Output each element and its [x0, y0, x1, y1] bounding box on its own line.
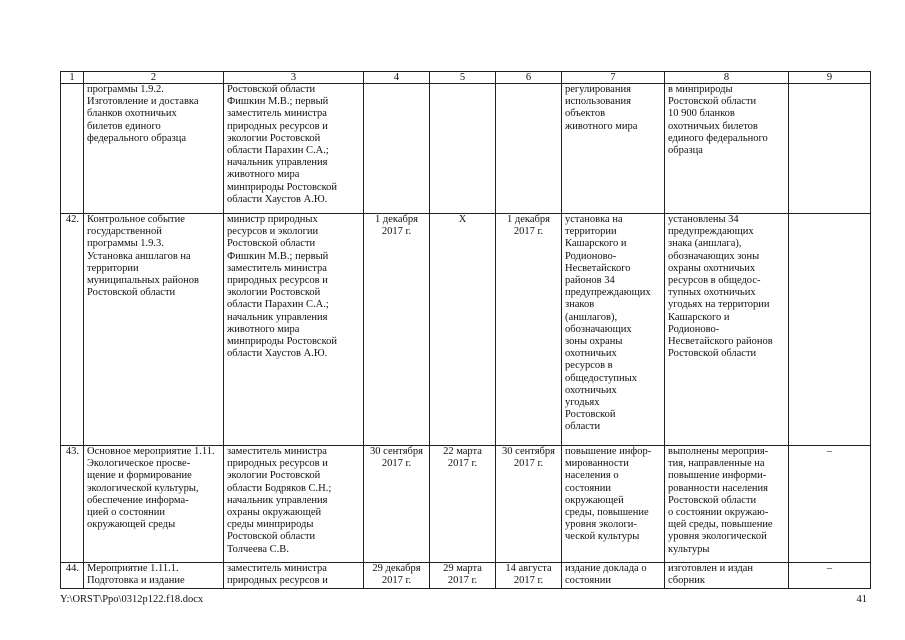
responsible: заместитель министра природных ресурсов и: [224, 563, 364, 589]
note: –: [789, 563, 871, 589]
col-num-2: 2: [84, 72, 224, 84]
note: [789, 214, 871, 446]
end-date: 14 августа 2017 г.: [496, 563, 562, 589]
actual-result: установлены 34 предупреждающих знака (аншлага), обозначающих зоны охраны охотничьих ресурсов в общедос- тупных охотничьих угодьях на территории Кашарского и Родионово- Несветайского районов Ростовской области: [665, 214, 789, 446]
col-num-6: 6: [496, 72, 562, 84]
end-date: [496, 84, 562, 214]
event-name: Основное мероприятие 1.11. Экологическое просве- щение и формирование экологической культуры, обеспечение информа- цией о состоянии окружающей среды: [84, 446, 224, 563]
file-path: Y:\ORST\Ppo\0312p122.f18.docx: [60, 594, 204, 605]
expected-result: повышение инфор- мированности населения о состоянии окружающей среды, повышение уровня экологи- ческой культуры: [562, 446, 665, 563]
responsible: Ростовской области Фишкин М.В.; первый заместитель министра природных ресурсов и экологии Ростовской области Парахин С.А.; начальник управления животного мира минприроды Ростовской области Хаустов А.Ю.: [224, 84, 364, 214]
col-num-8: 8: [665, 72, 789, 84]
end-date: 1 декабря 2017 г.: [496, 214, 562, 446]
table-row: [61, 563, 871, 589]
col-num-7: 7: [562, 72, 665, 84]
end-date: 30 сентября 2017 г.: [496, 446, 562, 563]
col-num-4: 4: [364, 72, 430, 84]
report-table: [60, 71, 871, 589]
column-number-row: [61, 72, 871, 84]
note: [789, 84, 871, 214]
plan-date: [364, 84, 430, 214]
row-number: [61, 84, 84, 214]
table-row: [61, 446, 871, 563]
col-num-3: 3: [224, 72, 364, 84]
note: –: [789, 446, 871, 563]
plan-date: 1 декабря 2017 г.: [364, 214, 430, 446]
row-number: 42.: [61, 214, 84, 446]
responsible: заместитель министра природных ресурсов и экологии Ростовской области Бодряков С.Н.; начальник управления охраны окружающей среды минприроды Ростовской области Толчеева С.В.: [224, 446, 364, 563]
expected-result: регулирования использования объектов животного мира: [562, 84, 665, 214]
fact-date: 22 марта 2017 г.: [430, 446, 496, 563]
plan-date: 29 декабря 2017 г.: [364, 563, 430, 589]
actual-result: в минприроды Ростовской области 10 900 бланков охотничьих билетов единого федерального образца: [665, 84, 789, 214]
event-name: Мероприятие 1.11.1. Подготовка и издание: [84, 563, 224, 589]
table-row: [61, 214, 871, 446]
fact-date: 29 марта 2017 г.: [430, 563, 496, 589]
expected-result: установка на территории Кашарского и Родионово- Несветайского районов 34 предупреждающих знаков (аншлагов), обозначающих зоны охраны охотничьих ресурсов в общедоступных охотничьих угодьях Ростовской области: [562, 214, 665, 446]
page-number: 41: [856, 594, 867, 605]
event-name: Контрольное событие государственной программы 1.9.3. Установка аншлагов на территории муниципальных районов Ростовской области: [84, 214, 224, 446]
fact-date: [430, 84, 496, 214]
plan-date: 30 сентября 2017 г.: [364, 446, 430, 563]
actual-result: изготовлен и издан сборник: [665, 563, 789, 589]
fact-date: X: [430, 214, 496, 446]
col-num-9: 9: [789, 72, 871, 84]
event-name: программы 1.9.2. Изготовление и доставка бланков охотничьих билетов единого федерального образца: [84, 84, 224, 214]
row-number: 43.: [61, 446, 84, 563]
table-row: [61, 84, 871, 214]
col-num-1: 1: [61, 72, 84, 84]
col-num-5: 5: [430, 72, 496, 84]
responsible: министр природных ресурсов и экологии Ростовской области Фишкин М.В.; первый заместитель министра природных ресурсов и экологии Ростовской области Парахин С.А.; начальник управления животного мира минприроды Ростовской области Хаустов А.Ю.: [224, 214, 364, 446]
row-number: 44.: [61, 563, 84, 589]
actual-result: выполнены мероприя- тия, направленные на повышение информи- рованности населения Ростовской области о состоянии окружаю- щей среды, повышение уровня экологической культуры: [665, 446, 789, 563]
expected-result: издание доклада о состоянии: [562, 563, 665, 589]
